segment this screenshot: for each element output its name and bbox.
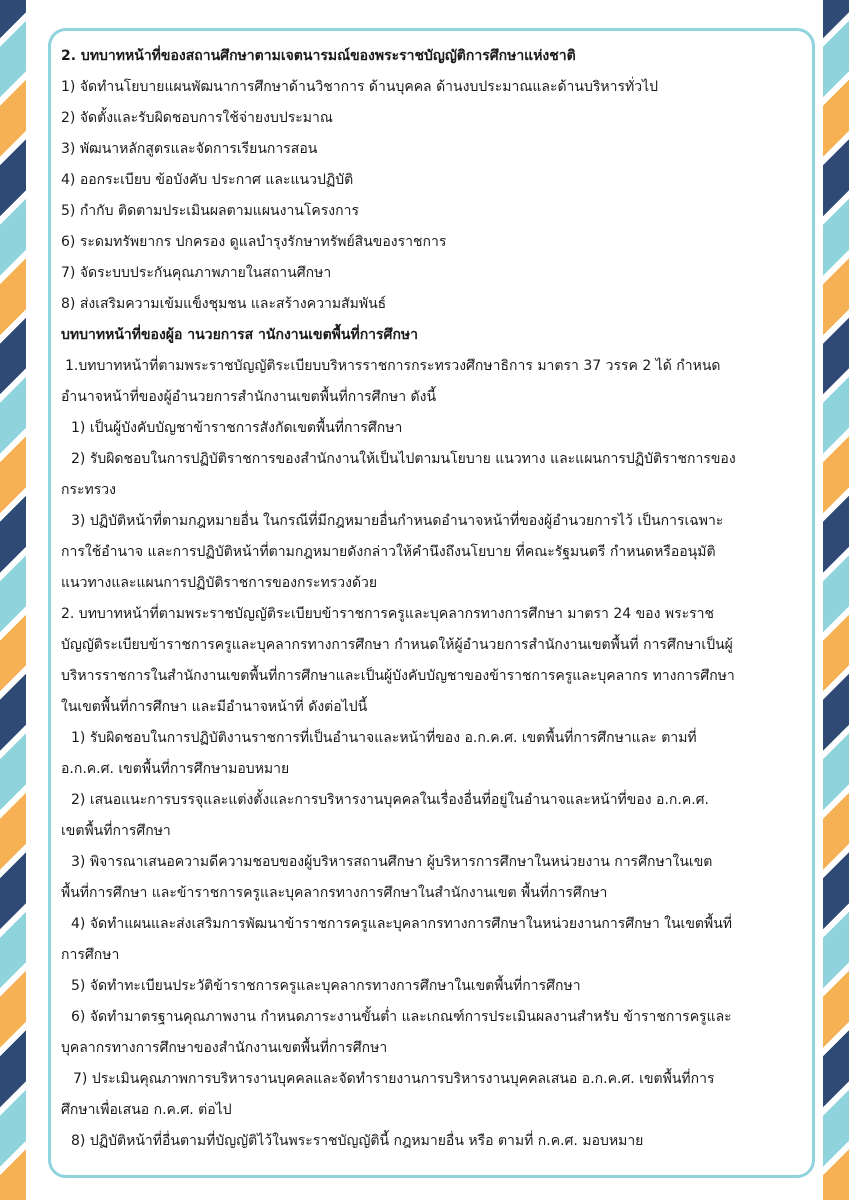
text-line: 2) รับผิดชอบในการปฏิบัติราชการของสำนักงานให้เป็นไปตามนโยบาย แนวทาง และแผนการปฏิบัติราชการของ	[71, 451, 736, 467]
text-line: 1) จัดทำนโยบายแผนพัฒนาการศึกษาด้านวิชาการ ด้านบุคคล ด้านงบประมาณและด้านบริหารทั่วไป	[61, 79, 659, 95]
right-decorative-stripes	[823, 0, 849, 1200]
section-heading: บทบาทหน้าที่ของผู้อ านวยการส านักงานเขตพื้นที่การศึกษา	[61, 327, 419, 343]
text-line: กระทรวง	[61, 482, 116, 498]
text-line: 3) ปฏิบัติหน้าที่ตามกฎหมายอื่น ในกรณีที่มีกฎหมายอื่นกำหนดอำนาจหน้าที่ของผู้อำนวยการไว้ เป็นการเฉพาะ	[71, 513, 724, 529]
text-line: 3) พิจารณาเสนอความดีความชอบของผู้บริหารสถานศึกษา ผู้บริหารการศึกษาในหน่วยงาน การศึกษาในเขต	[71, 854, 713, 870]
text-line: บุคลากรทางการศึกษาของสำนักงานเขตพื้นที่การศึกษา	[61, 1040, 388, 1056]
text-line: 1.บทบาทหน้าที่ตามพระราชบัญญัติระเบียบบริหารราชการกระทรวงศึกษาธิการ มาตรา 37 วรรค 2 ได้ กำหนด	[65, 358, 721, 374]
text-line: 2) จัดตั้งและรับผิดชอบการใช้จ่ายงบประมาณ	[61, 110, 333, 126]
text-line: 4) ออกระเบียบ ข้อบังคับ ประกาศ และแนวปฏิบัติ	[61, 172, 354, 188]
text-line: 5) จัดทำทะเบียนประวัติข้าราชการครูและบุคลากรทางการศึกษาในเขตพื้นที่การศึกษา	[71, 978, 581, 994]
text-line: 6) ระดมทรัพยากร ปกครอง ดูแลบำรุงรักษาทรัพย์สินของราชการ	[61, 234, 447, 250]
text-line: 2) เสนอแนะการบรรจุและแต่งตั้งและการบริหารงานบุคคลในเรื่องอื่นที่อยู่ในอำนาจและหน้าที่ของ อ.ก.ค.ศ.	[71, 792, 709, 808]
text-line: การใช้อำนาจ และการปฏิบัติหน้าที่ตามกฎหมายดังกล่าวให้คำนึงถึงนโยบาย ที่คณะรัฐมนตรี กำหนดหรืออนุมัติ	[61, 544, 716, 560]
text-line: 6) จัดทำมาตรฐานคุณภาพงาน กำหนดภาระงานขั้นต่ำ และเกณฑ์การประเมินผลงานสำหรับ ข้าราชการครูและ	[71, 1009, 732, 1025]
text-line: อ.ก.ค.ศ. เขตพื้นที่การศึกษามอบหมาย	[61, 761, 290, 777]
text-line: พื้นที่การศึกษา และข้าราชการครูและบุคลากรทางการศึกษาในสำนักงานเขต พื้นที่การศึกษา	[61, 885, 608, 901]
text-line: 8) ส่งเสริมความเข้มแข็งชุมชน และสร้างความสัมพันธ์	[61, 296, 387, 312]
text-line: 3) พัฒนาหลักสูตรและจัดการเรียนการสอน	[61, 141, 318, 157]
document-frame	[48, 28, 815, 1178]
text-line: ในเขตพื้นที่การศึกษา และมีอำนาจหน้าที่ ดังต่อไปนี้	[61, 699, 368, 715]
left-decorative-stripes	[0, 0, 26, 1200]
text-line: 5) กำกับ ติดตามประเมินผลตามแผนงานโครงการ	[61, 203, 359, 219]
text-line: การศึกษา	[61, 947, 120, 963]
section-heading: 2. บทบาทหน้าที่ของสถานศึกษาตามเจตนารมณ์ของพระราชบัญญัติการศึกษาแห่งชาติ	[61, 48, 576, 64]
text-line: 1) เป็นผู้บังคับบัญชาข้าราชการสังกัดเขตพื้นที่การศึกษา	[71, 420, 403, 436]
text-line: บริหารราชการในสำนักงานเขตพื้นที่การศึกษาและเป็นผู้บังคับบัญชาของข้าราชการครูและบุคลากร ทางการศึกษา	[61, 668, 735, 684]
text-line: 7) จัดระบบประกันคุณภาพภายในสถานศึกษา	[61, 265, 332, 281]
document-body	[61, 41, 807, 1157]
text-line: แนวทางและแผนการปฏิบัติราชการของกระทรวงด้วย	[61, 575, 378, 591]
text-line: 2. บทบาทหน้าที่ตามพระราชบัญญัติระเบียบข้าราชการครูและบุคลากรทางการศึกษา มาตรา 24 ของ พระราช	[61, 606, 715, 622]
text-line: 1) รับผิดชอบในการปฏิบัติงานราชการที่เป็นอำนาจและหน้าที่ของ อ.ก.ค.ศ. เขตพื้นที่การศึกษาและ ตามที่	[71, 730, 697, 746]
text-line: 7) ประเมินคุณภาพการบริหารงานบุคคลและจัดทำรายงานการบริหารงานบุคคลเสนอ อ.ก.ค.ศ. เขตพื้นที่การ	[73, 1071, 715, 1087]
text-line: บัญญัติระเบียบข้าราชการครูและบุคลากรทางการศึกษา กำหนดให้ผู้อำนวยการสำนักงานเขตพื้นที่ การศึกษาเป็นผู้	[61, 637, 733, 653]
text-line: เขตพื้นที่การศึกษา	[61, 823, 171, 839]
text-line: 4) จัดทำแผนและส่งเสริมการพัฒนาข้าราชการครูและบุคลากรทางการศึกษาในหน่วยงานการศึกษา ในเขตพื้นที่	[71, 916, 733, 932]
text-line: 8) ปฏิบัติหน้าที่อื่นตามที่บัญญัติไว้ในพระราชบัญญัตินี้ กฎหมายอื่น หรือ ตามที่ ก.ค.ศ. มอบหมาย	[71, 1133, 644, 1149]
text-line: ศึกษาเพื่อเสนอ ก.ค.ศ. ต่อไป	[61, 1102, 232, 1118]
text-line: อำนาจหน้าที่ของผู้อำนวยการสำนักงานเขตพื้นที่การศึกษา ดังนี้	[61, 389, 437, 405]
